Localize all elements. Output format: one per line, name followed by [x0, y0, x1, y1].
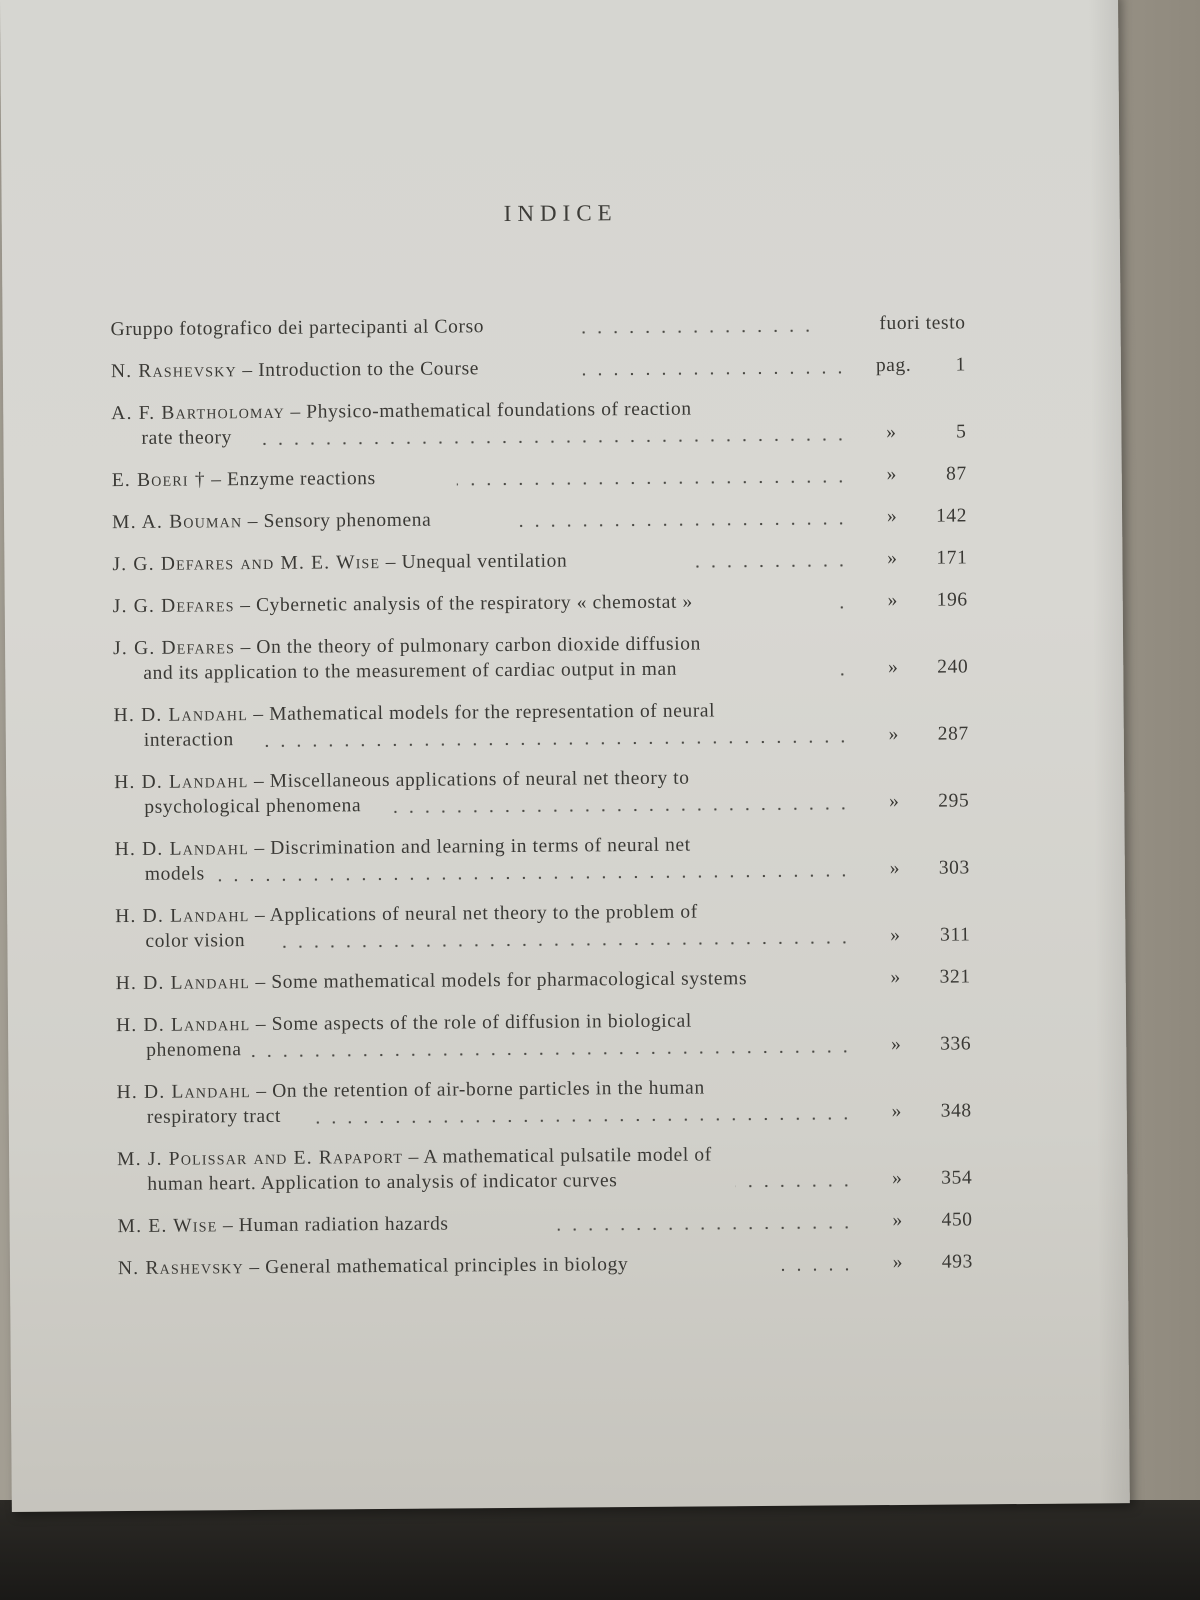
dot-leader	[581, 329, 816, 335]
entry-page: 295	[938, 790, 970, 812]
dot-leader	[581, 370, 848, 376]
toc-entry: H. D. Landahl – Some mathematical models for pharmacological systems » 321	[115, 966, 971, 995]
entry-marker: »	[888, 723, 900, 746]
entry-title: Mathematical models for the representation of neural	[269, 700, 716, 725]
entry-title-continued: color vision	[145, 930, 246, 952]
entry-marker: »	[888, 656, 899, 679]
toc-entry: A. F. Bartholomay – Physico-mathematical foundations of reaction rate theory » 5	[111, 398, 967, 449]
entry-page: 450	[941, 1209, 973, 1231]
entry-title-continued: models	[144, 863, 205, 885]
entry-title-continued: human heart. Application to analysis of indicator curves	[147, 1170, 618, 1195]
entry-marker: »	[886, 421, 897, 444]
entry-page: 240	[937, 656, 969, 678]
entry-author: H. D. Landahl	[116, 1081, 251, 1104]
entry-title: On the theory of pulmonary carbon dioxide diffusion	[256, 633, 701, 659]
entry-author: H. D. Landahl	[115, 1014, 251, 1037]
entry-author: H. D. Landahl	[115, 905, 250, 928]
entry-marker: »	[891, 1100, 903, 1123]
entry-title: Enzyme reactions	[226, 468, 376, 491]
entry-author: E. Boeri †	[111, 469, 206, 492]
entry-marker: »	[887, 589, 898, 612]
entry-page: 348	[940, 1100, 972, 1122]
entry-marker: »	[892, 1251, 904, 1274]
entry-marker: »	[890, 924, 901, 947]
entry-page: fuori testo	[879, 312, 966, 335]
entry-title-continued: phenomena	[146, 1039, 242, 1061]
toc-entry: H. D. Landahl – Discrimination and learning in terms of neural net models » 303	[114, 834, 970, 885]
entry-marker: »	[890, 966, 901, 989]
entry-author: M. E. Wise	[117, 1215, 218, 1238]
dot-leader	[517, 521, 849, 528]
entry-author: H. D. Landahl	[113, 704, 248, 727]
entry-title: General mathematical principles in biology	[265, 1254, 629, 1278]
entry-page: 5	[955, 421, 967, 443]
entry-page: 1	[955, 354, 966, 376]
entry-title-continued: rate theory	[141, 427, 233, 449]
toc-entry: E. Boeri † – Enzyme reactions » 87	[111, 463, 967, 492]
dot-leader	[394, 806, 851, 814]
toc-entry: J. G. Defares – Cybernetic analysis of the respiratory « chemostat » » 196	[112, 589, 968, 618]
toc-entry	[110, 310, 965, 342]
entry-page: 287	[937, 723, 969, 745]
dot-leader	[307, 1116, 854, 1124]
toc-entry: H. D. Landahl – Applications of neural net theory to the problem of color vision » 311	[115, 901, 971, 952]
toc-entry: M. J. Polissar and E. Rapaport – A mathematical pulsatile model of human heart. Application to analysis of indicator curves » 354	[117, 1144, 973, 1195]
entry-author: H. D. Landahl	[114, 838, 250, 861]
toc-entry: H. D. Landahl – On the retention of air-borne particles in the human respiratory tract » 348	[116, 1077, 972, 1128]
entry-marker: »	[887, 547, 898, 570]
entry-title-continued: psychological phenomena	[144, 795, 362, 818]
entry-title: On the retention of air-borne particles in the human	[272, 1077, 705, 1102]
toc-entry: H. D. Landahl – Some aspects of the role of diffusion in biological phenomena » 336	[115, 1010, 972, 1061]
entry-title: Introduction to the Course	[258, 358, 480, 381]
entry-page: 311	[939, 924, 971, 946]
table-of-contents	[110, 310, 973, 1298]
entry-title: Physico-mathematical foundations of reaction	[306, 398, 692, 423]
entry-marker: »	[892, 1209, 903, 1232]
entry-marker: »	[890, 1033, 902, 1056]
entry-page: 493	[941, 1251, 974, 1273]
dot-leader	[261, 437, 848, 446]
entry-page: 171	[936, 547, 968, 569]
dark-table-edge	[0, 1500, 1200, 1600]
entry-author: H. D. Landahl	[115, 972, 251, 995]
entry-page: 87	[945, 463, 967, 485]
entry-title: Applications of neural net theory to the problem of	[269, 901, 698, 926]
toc-entry: N. Rashevsky – Introduction to the Course pag. 1	[110, 354, 966, 383]
dot-leader	[778, 1267, 855, 1272]
entry-title: Unequal ventilation	[401, 550, 568, 573]
toc-entry: M. E. Wise – Human radiation hazards » 450	[117, 1209, 973, 1238]
entry-title: Some mathematical models for pharmacological systems	[271, 968, 748, 993]
entry-page: 321	[939, 966, 971, 988]
entry-author: M. A. Bouman	[112, 511, 243, 534]
entry-marker: »	[889, 790, 900, 813]
entry-author: N. Rashevsky	[110, 360, 237, 383]
entry-author: J. G. Defares	[112, 595, 235, 618]
dot-leader	[246, 1049, 853, 1058]
entry-page: 196	[936, 589, 968, 611]
entry-author: N. Rashevsky	[117, 1257, 244, 1280]
entry-title: Some aspects of the role of diffusion in biological	[271, 1010, 692, 1035]
dot-leader	[831, 605, 850, 609]
toc-entry: J. G. Defares – On the theory of pulmonary carbon dioxide diffusion and its application to the measurement of cardiac output in man » 240	[113, 633, 969, 684]
entry-marker: »	[886, 505, 898, 528]
entry-title-continued: and its application to the measurement of cardiac output in man	[143, 658, 678, 684]
entry-marker: »	[892, 1167, 903, 1190]
toc-entry: H. D. Landahl – Mathematical models for the representation of neural interaction » 287	[113, 700, 969, 751]
dot-leader	[264, 739, 851, 748]
dot-leader	[831, 672, 850, 676]
page-title: INDICE	[503, 200, 618, 227]
toc-entry: M. A. Bouman – Sensory phenomena » 142	[112, 505, 968, 534]
entry-page: 303	[938, 857, 970, 879]
entry-title: Cybernetic analysis of the respiratory « chemostat »	[255, 591, 693, 617]
entry-page: 354	[941, 1167, 973, 1189]
entry-marker: pag.	[875, 354, 912, 377]
entry-author: J. G. Defares and M. E. Wise	[112, 552, 381, 576]
dot-leader	[687, 563, 849, 568]
entry-title: Gruppo fotografico dei partecipanti al Corso	[110, 316, 485, 341]
entry-title-continued: interaction	[143, 729, 234, 751]
entry-page: 142	[935, 505, 968, 527]
entry-title: Sensory phenomena	[263, 509, 432, 532]
entry-marker: »	[889, 857, 901, 880]
dot-leader	[558, 1225, 855, 1231]
dot-leader	[275, 940, 852, 949]
toc-entry: H. D. Landahl – Miscellaneous applications of neural net theory to psychological phenomena » 295	[114, 767, 970, 818]
entry-title: Human radiation hazards	[238, 1213, 449, 1237]
dot-leader	[457, 479, 849, 486]
entry-author: M. J. Polissar and E. Rapaport	[117, 1146, 404, 1171]
entry-title: Discrimination and learning in terms of neural net	[270, 834, 691, 859]
entry-marker: »	[886, 463, 898, 486]
toc-entry: N. Rashevsky – General mathematical principles in biology » 493	[117, 1251, 974, 1280]
dot-leader	[215, 873, 852, 882]
toc-entry: J. G. Defares and M. E. Wise – Unequal ventilation » 171	[112, 547, 968, 576]
entry-title-continued: respiratory tract	[146, 1105, 282, 1128]
entry-title: Miscellaneous applications of neural net theory to	[269, 767, 690, 792]
entry-author: A. F. Bartholomay	[111, 401, 286, 425]
entry-title: A mathematical pulsatile model of	[423, 1144, 712, 1168]
entry-author: J. G. Defares	[113, 637, 236, 660]
entry-author: H. D. Landahl	[114, 771, 249, 794]
dot-leader	[735, 1183, 854, 1188]
entry-page: 336	[940, 1033, 972, 1055]
